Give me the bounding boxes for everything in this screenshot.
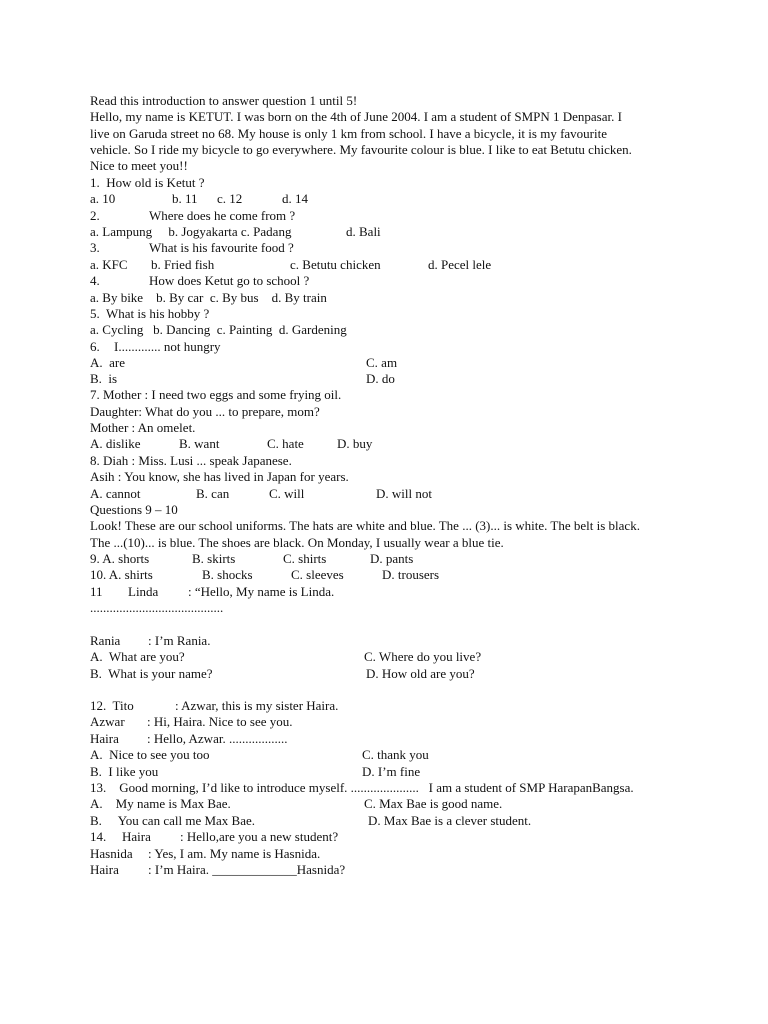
question-11-options-row-1 bbox=[90, 649, 482, 665]
question-1-options bbox=[90, 191, 308, 207]
option-a: A. cannot bbox=[90, 486, 141, 501]
option-b: B. want bbox=[179, 436, 220, 451]
question-11-options-row-2 bbox=[90, 666, 475, 682]
question-text: Where does he come from ? bbox=[149, 208, 296, 223]
option-a: 9. A. shorts bbox=[90, 551, 150, 566]
speaker-line: : I’m Haira. _____________Hasnida? bbox=[148, 862, 346, 877]
speaker-name: Haira bbox=[90, 862, 119, 877]
intro-line-3: vehicle. So I ride my bicycle to go everywhere. My favourite colour is blue. I like to eat Betutu chicken. bbox=[90, 142, 632, 157]
question-11-line-1 bbox=[90, 584, 335, 600]
question-14-line-2 bbox=[90, 846, 321, 862]
question-8-line-1: 8. Diah : Miss. Lusi ... speak Japanese. bbox=[90, 453, 292, 468]
question-14-line-3 bbox=[90, 862, 346, 878]
options-abc: a. Lampung b. Jogyakarta c. Padang bbox=[90, 224, 292, 239]
question-number: 11 bbox=[90, 584, 103, 599]
option-c: C. thank you bbox=[362, 747, 429, 762]
speaker-line: : Hello,are you a new student? bbox=[180, 829, 339, 844]
option-b: b. 11 bbox=[172, 191, 198, 206]
question-2-options bbox=[90, 224, 381, 240]
option-c: C. shirts bbox=[283, 551, 327, 566]
option-b: B. skirts bbox=[192, 551, 236, 566]
question-7-line-3: Mother : An omelet. bbox=[90, 420, 196, 435]
question-12-line-2 bbox=[90, 714, 293, 730]
option-d: d. Bali bbox=[346, 224, 381, 239]
option-d: D. pants bbox=[370, 551, 414, 566]
question-7-line-2: Daughter: What do you ... to prepare, mom? bbox=[90, 404, 320, 419]
question-1: 1. How old is Ketut ? bbox=[90, 175, 205, 190]
question-6-options-row-1 bbox=[90, 355, 398, 371]
option-d: D. buy bbox=[337, 436, 373, 451]
question-2 bbox=[90, 208, 296, 224]
option-b: B. is bbox=[90, 371, 118, 386]
option-d: D. trousers bbox=[382, 567, 440, 582]
question-14-line-1 bbox=[90, 829, 339, 845]
option-b: B. shocks bbox=[202, 567, 253, 582]
question-number: 2. bbox=[90, 208, 100, 223]
question-8-options bbox=[90, 486, 432, 502]
question-4-options: a. By bike b. By car c. By bus d. By train bbox=[90, 290, 327, 305]
speaker-name: Haira bbox=[122, 829, 151, 844]
question-text: What is his favourite food ? bbox=[149, 240, 294, 255]
intro-line-2: live on Garuda street no 68. My house is only 1 km from school. I have a bicycle, it is my favourite bbox=[90, 126, 607, 141]
question-text: How does Ketut go to school ? bbox=[149, 273, 310, 288]
question-12-line-1 bbox=[90, 698, 339, 714]
option-c: C. Where do you live? bbox=[364, 649, 482, 664]
option-a: A. Nice to see you too bbox=[90, 747, 210, 762]
option-c: c. Betutu chicken bbox=[290, 257, 381, 272]
questions-9-10-passage-2: The ...(10)... is blue. The shoes are black. On Monday, I usually wear a blue tie. bbox=[90, 535, 504, 550]
option-a: A. My name is Max Bae. bbox=[90, 796, 231, 811]
question-12-options-row-2 bbox=[90, 764, 421, 780]
questions-9-10-heading: Questions 9 – 10 bbox=[90, 502, 178, 517]
option-c: c. 12 bbox=[217, 191, 243, 206]
question-10-options bbox=[90, 567, 440, 583]
question-number: 14. bbox=[90, 829, 107, 844]
question-13: 13. Good morning, I’d like to introduce myself. ..................... I am a student of SMP HarapanBangsa. bbox=[90, 780, 634, 795]
option-b: B. I like you bbox=[90, 764, 159, 779]
question-6 bbox=[90, 339, 221, 355]
speaker-name: Hasnida bbox=[90, 846, 133, 861]
question-12-line-3 bbox=[90, 731, 288, 747]
option-b: B. What is your name? bbox=[90, 666, 213, 681]
question-9-options bbox=[90, 551, 414, 567]
speaker-name: Rania bbox=[90, 633, 121, 648]
question-12-options-row-1 bbox=[90, 747, 429, 763]
option-c: C. will bbox=[269, 486, 305, 501]
question-13-options-row-1 bbox=[90, 796, 503, 812]
intro-line-1: Hello, my name is KETUT. I was born on the 4th of June 2004. I am a student of SMPN 1 Denpasar. I bbox=[90, 109, 622, 124]
speaker-line: : Hello, Azwar. .................. bbox=[147, 731, 288, 746]
option-a: A. are bbox=[90, 355, 126, 370]
speaker-name: Haira bbox=[90, 731, 119, 746]
speaker-line: : Yes, I am. My name is Hasnida. bbox=[148, 846, 321, 861]
question-4 bbox=[90, 273, 310, 289]
option-d: D. do bbox=[366, 371, 395, 386]
question-3 bbox=[90, 240, 294, 256]
option-c: C. hate bbox=[267, 436, 304, 451]
question-5: 5. What is his hobby ? bbox=[90, 306, 210, 321]
intro-instruction: Read this introduction to answer question 1 until 5! bbox=[90, 93, 358, 108]
option-d: D. Max Bae is a clever student. bbox=[368, 813, 532, 828]
question-5-options: a. Cycling b. Dancing c. Painting d. Gardening bbox=[90, 322, 347, 337]
option-d: D. will not bbox=[376, 486, 432, 501]
option-c: C. sleeves bbox=[291, 567, 344, 582]
question-13-options-row-2 bbox=[90, 813, 532, 829]
option-b: b. Fried fish bbox=[151, 257, 215, 272]
speaker-line: : Azwar, this is my sister Haira. bbox=[175, 698, 339, 713]
question-text: I............. not hungry bbox=[114, 339, 221, 354]
option-d: d. Pecel lele bbox=[428, 257, 492, 272]
speaker-line: : “Hello, My name is Linda. bbox=[188, 584, 335, 599]
questions-9-10-passage-1: Look! These are our school uniforms. The hats are white and blue. The ... (3)... is white. The belt is black. bbox=[90, 518, 640, 533]
option-d: D. How old are you? bbox=[366, 666, 475, 681]
question-number: 6. bbox=[90, 339, 100, 354]
question-number-speaker: 12. Tito bbox=[90, 698, 134, 713]
speaker-line: : I’m Rania. bbox=[148, 633, 211, 648]
option-d: d. 14 bbox=[282, 191, 308, 206]
option-a: A. What are you? bbox=[90, 649, 185, 664]
option-b: B. can bbox=[196, 486, 230, 501]
speaker-name: Linda bbox=[128, 584, 159, 599]
question-number: 4. bbox=[90, 273, 100, 288]
question-7-line-1: 7. Mother : I need two eggs and some frying oil. bbox=[90, 387, 342, 402]
option-a: a. KFC bbox=[90, 257, 128, 272]
option-d: D. I’m fine bbox=[362, 764, 421, 779]
option-a: A. dislike bbox=[90, 436, 141, 451]
speaker-name: Azwar bbox=[90, 714, 125, 729]
question-3-options bbox=[90, 257, 492, 273]
intro-line-4: Nice to meet you!! bbox=[90, 158, 188, 173]
option-c: C. am bbox=[366, 355, 398, 370]
option-c: C. Max Bae is good name. bbox=[364, 796, 503, 811]
question-11-line-2 bbox=[90, 633, 211, 649]
question-8-line-2: Asih : You know, she has lived in Japan for years. bbox=[90, 469, 349, 484]
option-a: a. 10 bbox=[90, 191, 116, 206]
question-11-blank: ......................................... bbox=[90, 600, 224, 615]
question-number: 3. bbox=[90, 240, 100, 255]
question-6-options-row-2 bbox=[90, 371, 395, 387]
option-b: B. You can call me Max Bae. bbox=[90, 813, 256, 828]
option-a: 10. A. shirts bbox=[90, 567, 153, 582]
speaker-line: : Hi, Haira. Nice to see you. bbox=[147, 714, 293, 729]
question-7-options bbox=[90, 436, 373, 452]
